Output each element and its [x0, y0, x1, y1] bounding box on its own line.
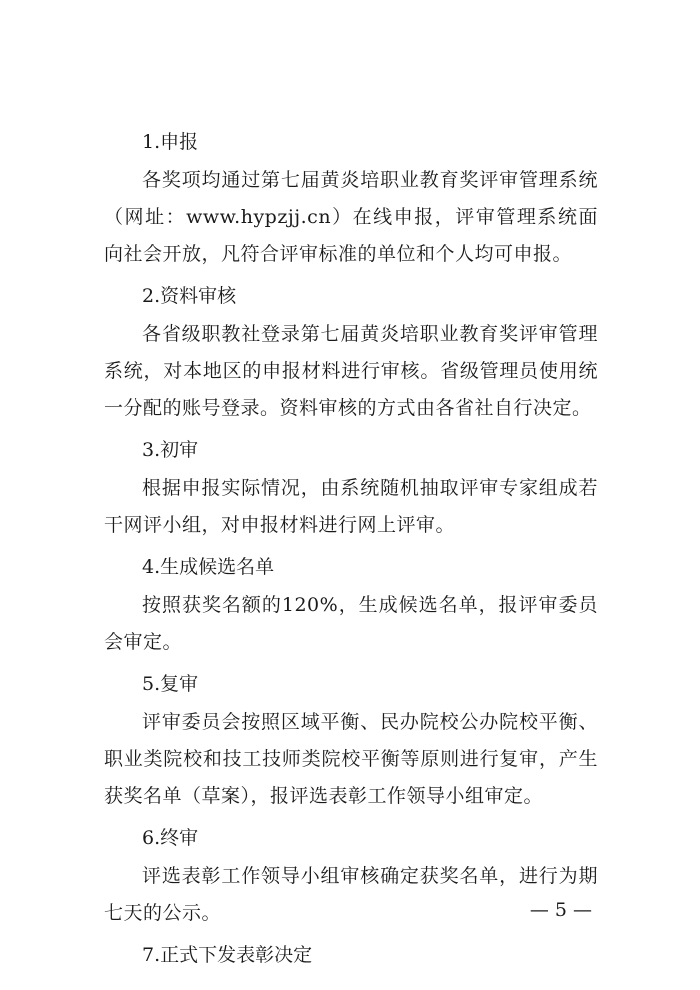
- section-heading-preliminary-review: 3.初审: [142, 439, 199, 461]
- page-number: — 5 —: [529, 899, 592, 921]
- section-body-preliminary-review: 根据申报实际情况，由系统随机抽取评审专家组成若干网评小组，对申报材料进行网上评审。: [104, 477, 598, 536]
- section-body-candidate-list: 按照获奖名额的120%，生成候选名单，报评审委员会审定。: [104, 594, 598, 653]
- document-body: [104, 122, 598, 978]
- section-body-second-review: 评审委员会按照区域平衡、民办院校公办院校平衡、职业类院校和技工技师类院校平衡等原则进行复审，产生获奖名单（草案），报评选表彰工作领导小组审定。: [104, 711, 598, 807]
- section-heading-final-review: 6.终审: [142, 827, 199, 849]
- section-body-final-review: 评选表彰工作领导小组审核确定获奖名单，进行为期七天的公示。: [104, 865, 598, 924]
- section-body-material-review: 各省级职教社登录第七届黄炎培职业教育奖评审管理系统，对本地区的申报材料进行审核。省级管理员使用统一分配的账号登录。资料审核的方式由各省社自行决定。: [104, 323, 598, 419]
- section-heading-application: 1.申报: [142, 131, 199, 153]
- section-body-application: 各奖项均通过第七届黄炎培职业教育奖评审管理系统（网址：www.hypzjj.cn）在线申报，评审管理系统面向社会开放，凡符合评审标准的单位和个人均可申报。: [104, 169, 598, 265]
- section-heading-candidate-list: 4.生成候选名单: [142, 556, 275, 578]
- section-heading-material-review: 2.资料审核: [142, 285, 237, 307]
- section-heading-second-review: 5.复审: [142, 673, 199, 695]
- section-heading-commendation-decision: 7.正式下发表彰决定: [142, 944, 313, 966]
